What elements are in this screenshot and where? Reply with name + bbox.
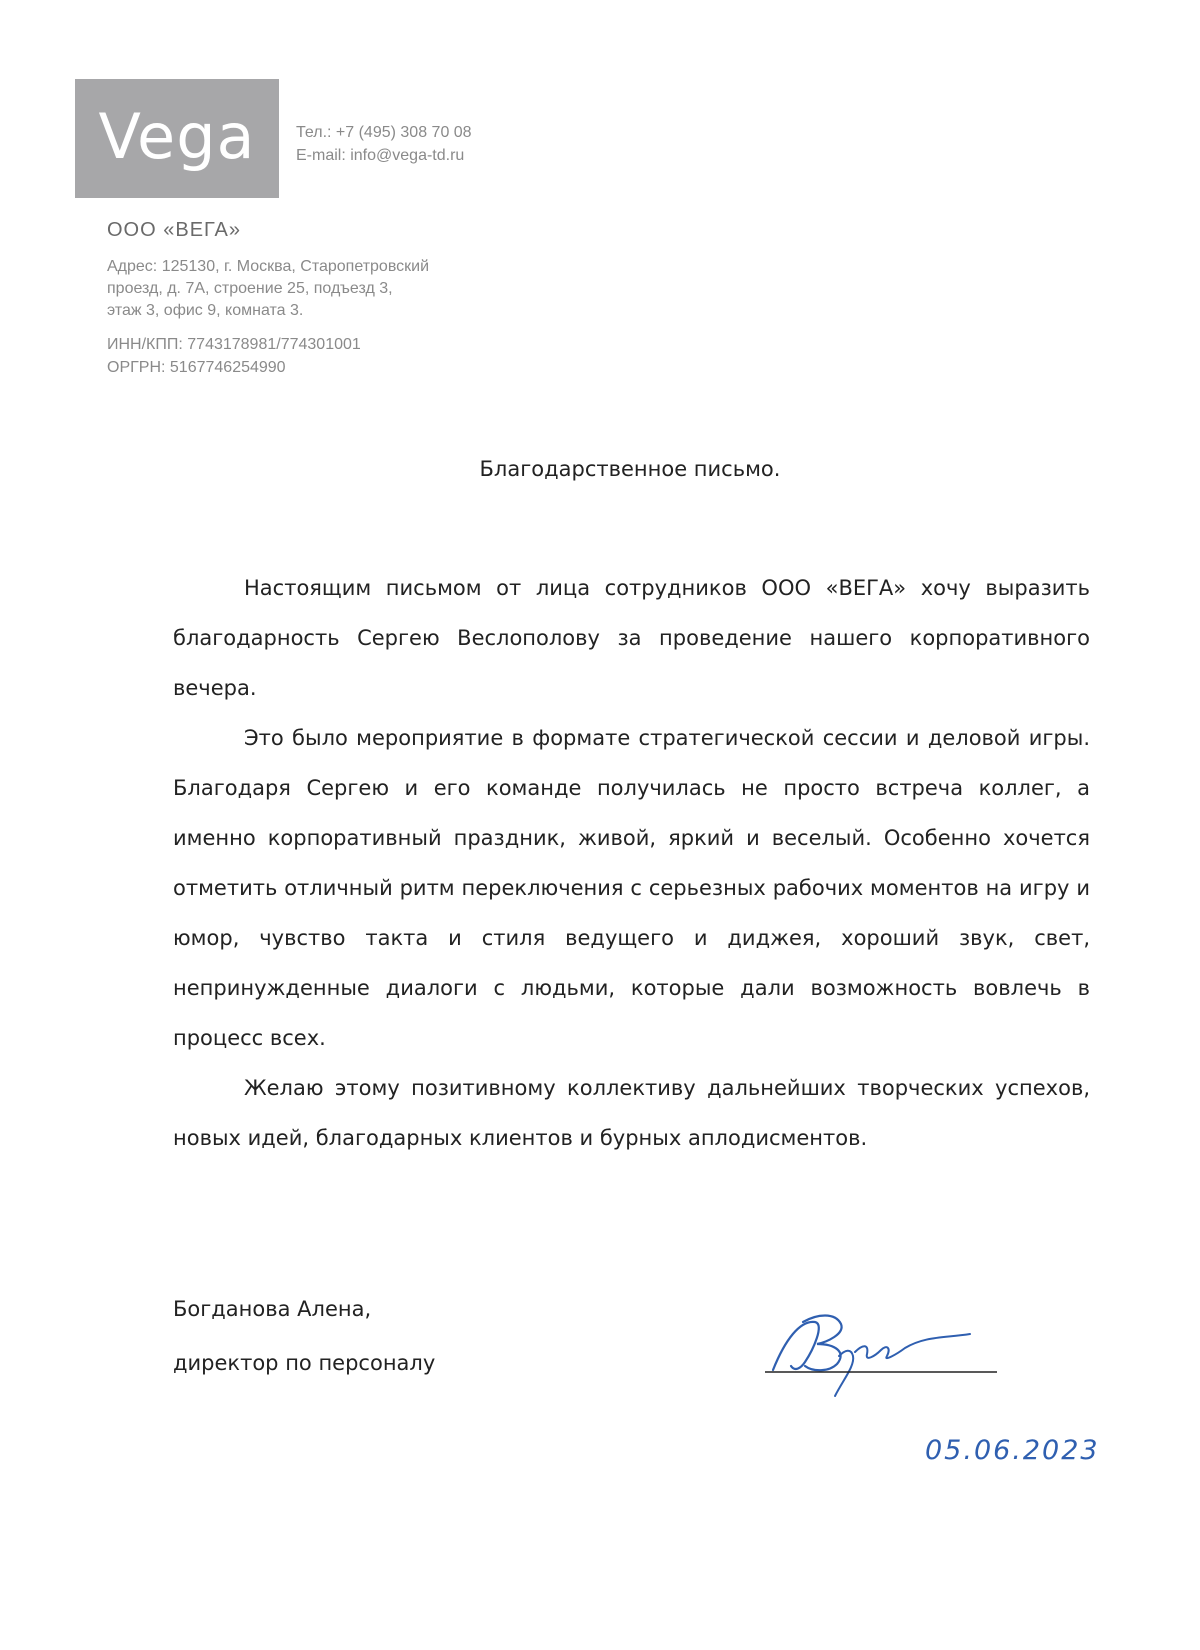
signatory-name: Богданова Алена, xyxy=(173,1297,372,1321)
company-address xyxy=(107,256,527,322)
handwritten-signature xyxy=(755,1300,1015,1400)
email-line: E-mail: info@vega-td.ru xyxy=(296,147,465,164)
company-logo xyxy=(75,79,279,198)
address-line: этаж 3, офис 9, комната 3. xyxy=(107,302,304,319)
letter-body xyxy=(173,563,1090,1163)
body-paragraph: Настоящим письмом от лица сотрудников ООО «ВЕГА» хочу выразить благодарность Сергею Веслополову за проведение нашего корпоративного вечера. xyxy=(173,576,1090,700)
body-paragraph: Это было мероприятие в формате стратегической сессии и деловой игры. Благодаря Сергею и его команде получилась не просто встреча коллег, а именно корпоративный праздник, живой, яркий и веселый. Особенно хочется отметить отличный ритм переключения с серьезных рабочих моментов на игру и юмор, чувство такта и стиля ведущего и диджея, хороший звук, свет, непринужденные диалоги с людьми, которые дали возможность вовлечь в процесс всех. xyxy=(173,726,1090,1050)
company-name: ООО «ВЕГА» xyxy=(107,219,241,241)
signatory-position: директор по персоналу xyxy=(173,1351,436,1375)
contact-info xyxy=(296,121,472,167)
phone-line: Тел.: +7 (495) 308 70 08 xyxy=(296,124,472,141)
address-line: проезд, д. 7А, строение 25, подъезд 3, xyxy=(107,280,393,297)
ogrn-line: ОРГРН: 5167746254990 xyxy=(107,359,286,376)
logo-text: Vega xyxy=(98,99,256,173)
address-line: Адрес: 125130, г. Москва, Старопетровский xyxy=(107,258,430,275)
body-paragraph: Желаю этому позитивному коллективу дальнейших творческих успехов, новых идей, благодарных клиентов и бурных аплодисментов. xyxy=(173,1076,1090,1150)
handwritten-date: 05.06.2023 xyxy=(925,1435,1100,1466)
letter-title: Благодарственное письмо. xyxy=(479,457,781,481)
inn-kpp-line: ИНН/КПП: 7743178981/774301001 xyxy=(107,336,361,353)
company-requisites xyxy=(107,333,361,379)
